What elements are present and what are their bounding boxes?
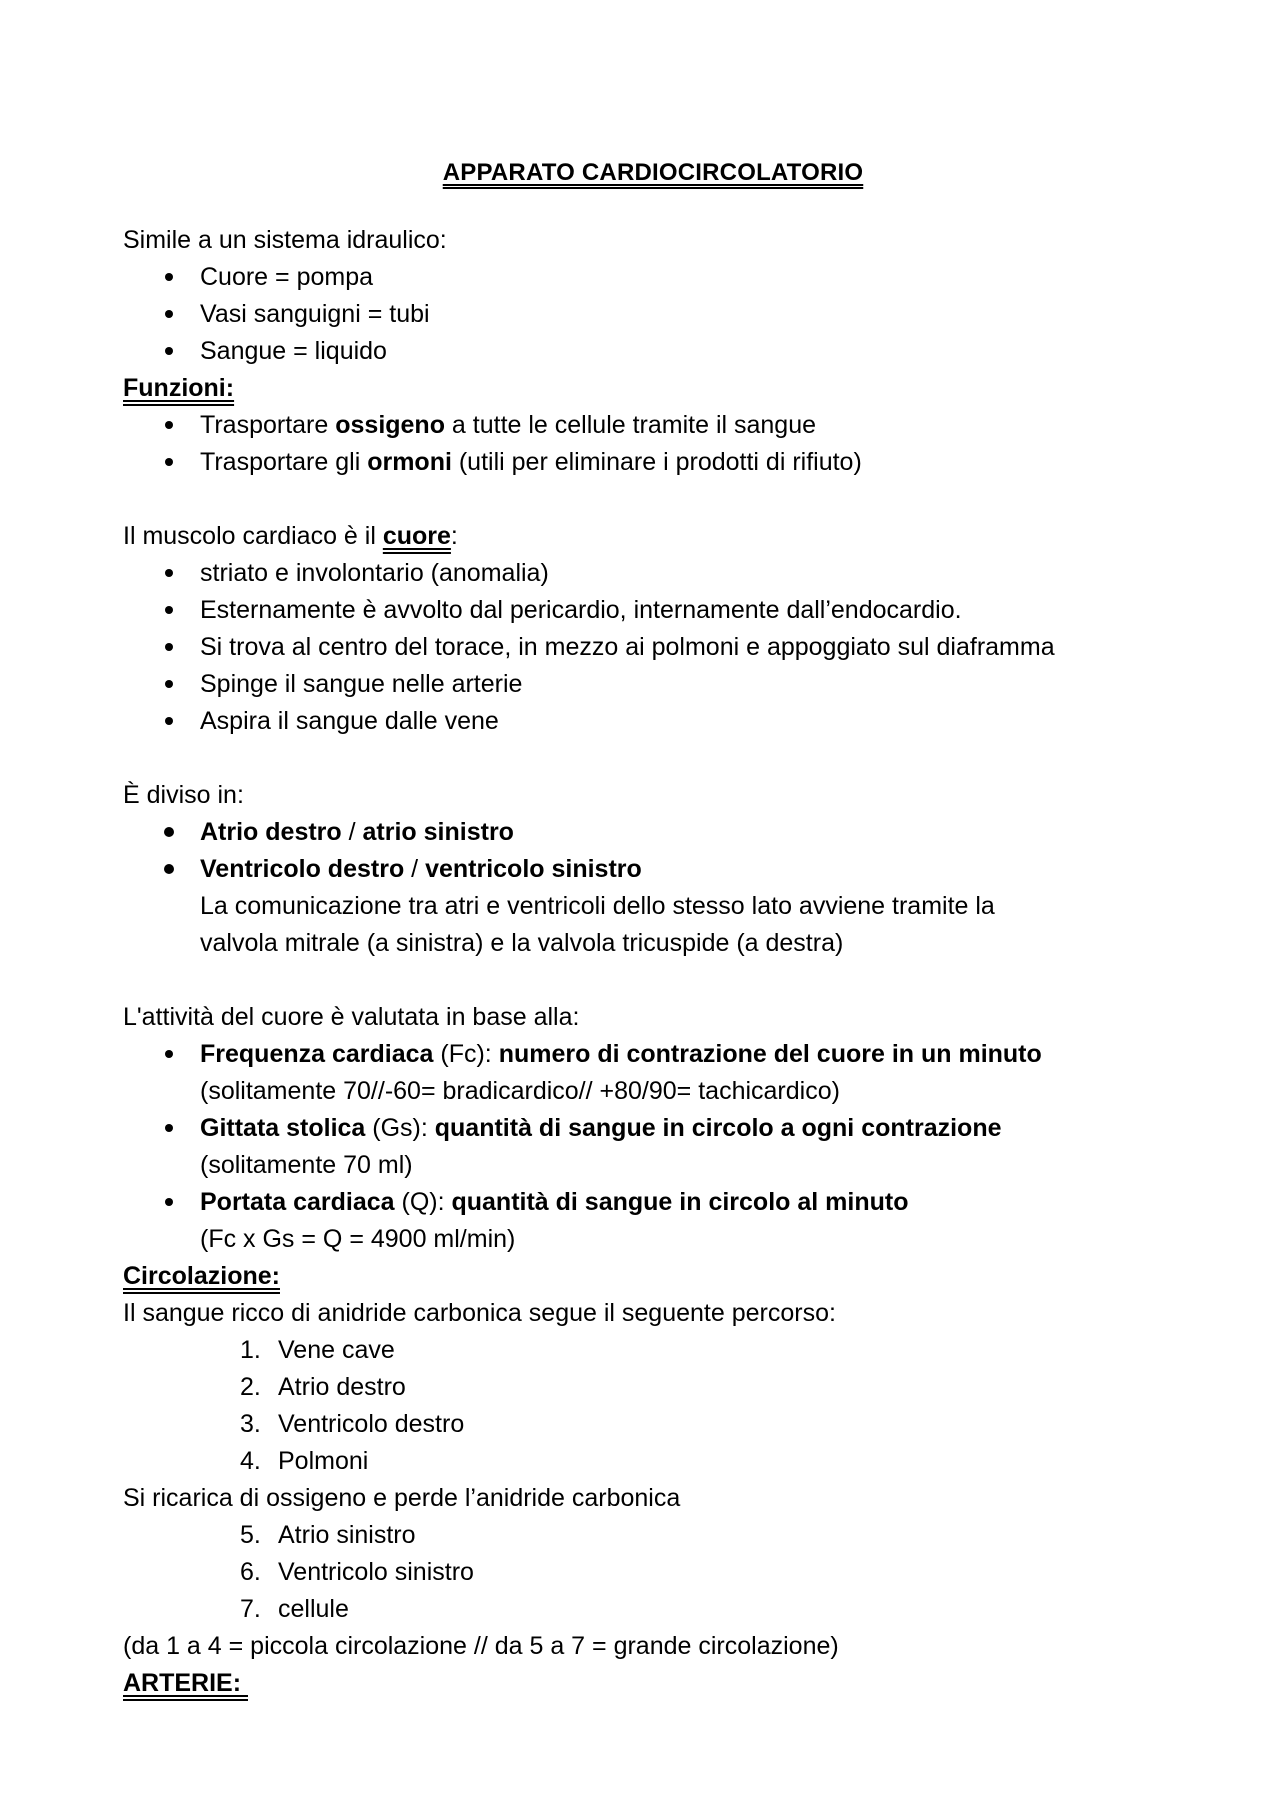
intro-text: Simile a un sistema idraulico: xyxy=(123,226,447,254)
list-item: Aspira il sangue dalle vene xyxy=(123,703,1183,740)
circolazione-text: Il sangue ricco di anidride carbonica segue il seguente percorso: xyxy=(123,1299,836,1327)
list-item: 6. Ventricolo sinistro xyxy=(240,1558,474,1586)
valve-note-line: La comunicazione tra atri e ventricoli dello stesso lato avviene tramite la xyxy=(200,892,995,920)
attivita-text: L'attività del cuore è valutata in base alla: xyxy=(123,1003,580,1031)
list-item: striato e involontario (anomalia) xyxy=(123,555,1183,592)
valve-note-line: valvola mitrale (a sinistra) e la valvola tricuspide (a destra) xyxy=(200,929,844,957)
list-item: Vasi sanguigni = tubi xyxy=(123,296,1183,333)
circolazione-steps-b xyxy=(123,1517,1183,1628)
list-item: Sangue = liquido xyxy=(123,333,1183,370)
list-item: Portata cardiaca (Q): quantità di sangue in circolo al minuto (Fc x Gs = Q = 4900 ml/min) xyxy=(123,1184,1183,1258)
diviso-list xyxy=(123,814,1183,962)
list-item: Trasportare gli ormoni (utili per eliminare i prodotti di rifiuto) xyxy=(123,444,1183,481)
list-item: Trasportare ossigeno a tutte le cellule tramite il sangue xyxy=(123,407,1183,444)
list-item: Atrio destro / atrio sinistro xyxy=(123,814,1183,851)
cuore-list xyxy=(123,555,1183,740)
list-item: Cuore = pompa xyxy=(123,259,1183,296)
list-item: 7. cellule xyxy=(240,1595,349,1623)
diviso-text: È diviso in: xyxy=(123,781,244,809)
list-item: 1. Vene cave xyxy=(240,1336,395,1364)
list-item: Frequenza cardiaca (Fc): numero di contrazione del cuore in un minuto (solitamente 70//-60= bradicardico// +80/90= tachicardico) xyxy=(123,1036,1183,1110)
circolazione-heading: Circolazione: xyxy=(123,1262,280,1290)
page-title: APPARATO CARDIOCIRCOLATORIO xyxy=(442,159,864,186)
list-item: Spinge il sangue nelle arterie xyxy=(123,666,1183,703)
arterie-heading: ARTERIE: xyxy=(123,1669,248,1697)
circolazione-steps-a xyxy=(123,1332,1183,1480)
attivita-list xyxy=(123,1036,1183,1258)
intro-list xyxy=(123,259,1183,370)
list-item: Ventricolo destro / ventricolo sinistro La comunicazione tra atri e ventricoli dello stesso lato avviene tramite la valvola mitrale (a sinistra) e la valvola tricuspide (a destra) xyxy=(123,851,1183,962)
funzioni-heading: Funzioni: xyxy=(123,374,235,402)
document-body xyxy=(123,154,1183,1702)
list-item: 2. Atrio destro xyxy=(240,1373,406,1401)
list-item: 4. Polmoni xyxy=(240,1447,369,1475)
list-item: Gittata stolica (Gs): quantità di sangue in circolo a ogni contrazione (solitamente 70 ml) xyxy=(123,1110,1183,1184)
list-item: Si trova al centro del torace, in mezzo ai polmoni e appoggiato sul diaframma xyxy=(123,629,1183,666)
cuore-intro: Il muscolo cardiaco è il cuore: xyxy=(123,522,458,550)
funzioni-list xyxy=(123,407,1183,481)
circolazione-middle: Si ricarica di ossigeno e perde l’anidride carbonica xyxy=(123,1484,681,1512)
list-item: 3. Ventricolo destro xyxy=(240,1410,465,1438)
circolazione-summary: (da 1 a 4 = piccola circolazione // da 5 a 7 = grande circolazione) xyxy=(123,1632,839,1660)
list-item: 5. Atrio sinistro xyxy=(240,1521,416,1549)
list-item: Esternamente è avvolto dal pericardio, internamente dall’endocardio. xyxy=(123,592,1183,629)
